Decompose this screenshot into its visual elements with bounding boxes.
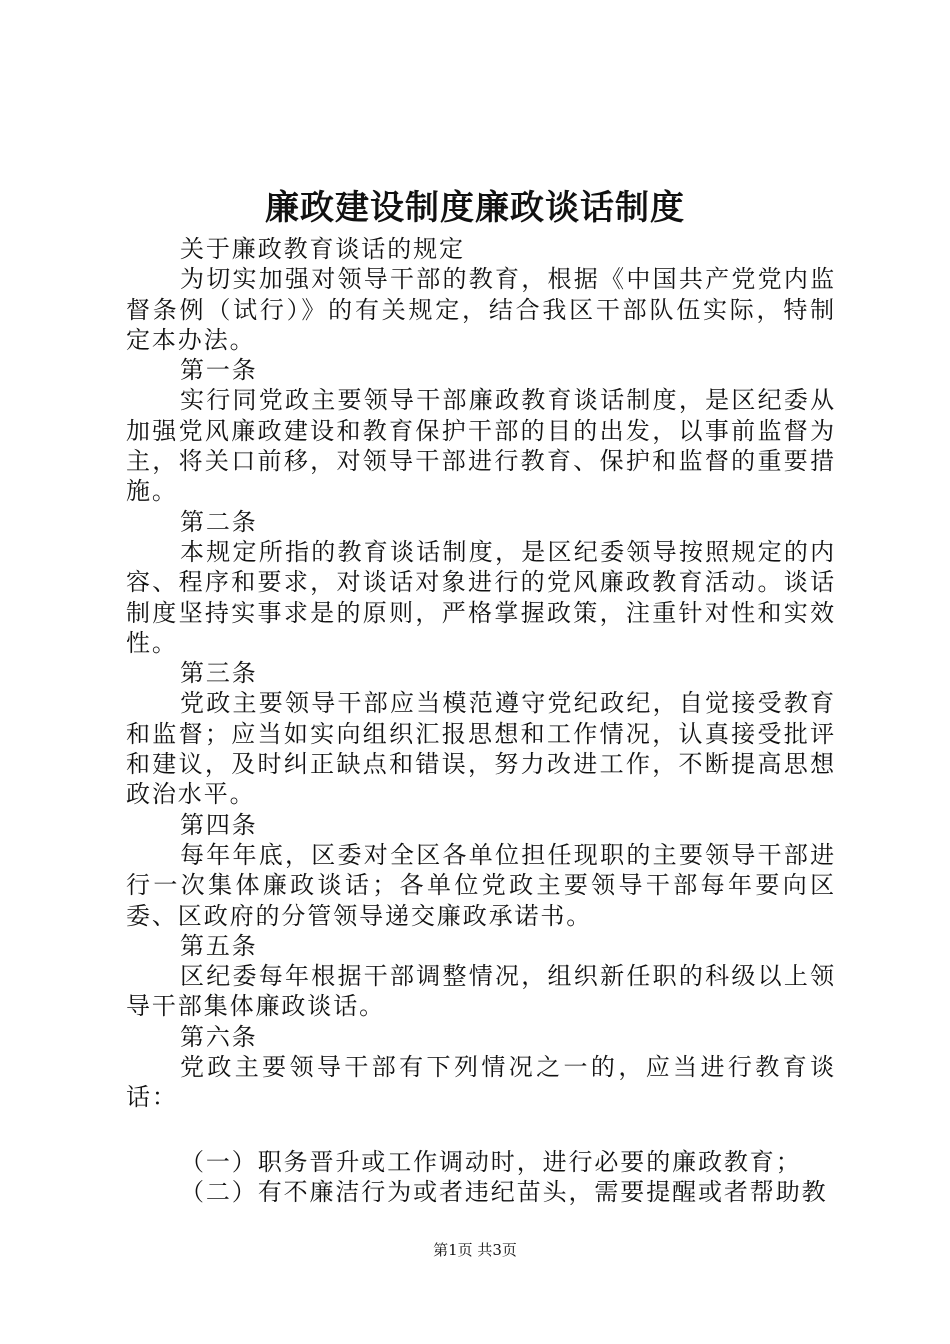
article-text-4: 每年年底，区委对全区各单位担任现职的主要领导干部进行一次集体廉政谈话；各单位党政主要领导干部每年要向区委、区政府的分管领导递交廉政承诺书。 — [126, 840, 836, 930]
document-title: 廉政建设制度廉政谈话制度 — [265, 188, 685, 228]
paragraph-preamble: 为切实加强对领导干部的教育，根据《中国共产党党内监督条例（试行）》的有关规定，结合我区干部队伍实际，特制定本办法。 — [126, 265, 836, 354]
article-text-3: 党政主要领导干部应当模范遵守党纪政纪，自觉接受教育和监督；应当如实向组织汇报思想和工作情况，认真接受批评和建议，及时纠正缺点和错误，努力改进工作，不断提高思想政治水平。 — [126, 689, 836, 809]
article-text-5: 区纪委每年根据干部调整情况，组织新任职的科级以上领导干部集体廉政谈话。 — [126, 962, 836, 1021]
article-label-6: 第六条 — [180, 1022, 258, 1051]
article-label-5: 第五条 — [180, 931, 258, 960]
page-footer: 第1页 共3页 — [433, 1241, 517, 1259]
list-item-2: （二）有不廉洁行为或者违纪苗头，需要提醒或者帮助教 — [180, 1177, 828, 1206]
article-text-2: 本规定所指的教育谈话制度，是区纪委领导按照规定的内容、程序和要求，对谈话对象进行的党风廉政教育活动。谈话制度坚持实事求是的原则，严格掌握政策，注重针对性和实效性。 — [126, 537, 836, 657]
document-body — [126, 234, 836, 1207]
list-item-1: （一）职务晋升或工作调动时，进行必要的廉政教育； — [180, 1147, 802, 1176]
article-label-2: 第二条 — [180, 507, 258, 536]
article-text-1: 实行同党政主要领导干部廉政教育谈话制度，是区纪委从加强党风廉政建设和教育保护干部的目的出发，以事前监督为主，将关口前移，对领导干部进行教育、保护和监督的重要措施。 — [126, 386, 836, 506]
article-label-4: 第四条 — [180, 810, 258, 839]
article-label-1: 第一条 — [180, 356, 258, 385]
article-label-3: 第三条 — [180, 659, 258, 688]
paragraph-heading: 关于廉政教育谈话的规定 — [180, 235, 465, 263]
article-text-6: 党政主要领导干部有下列情况之一的，应当进行教育谈话： — [126, 1053, 836, 1112]
